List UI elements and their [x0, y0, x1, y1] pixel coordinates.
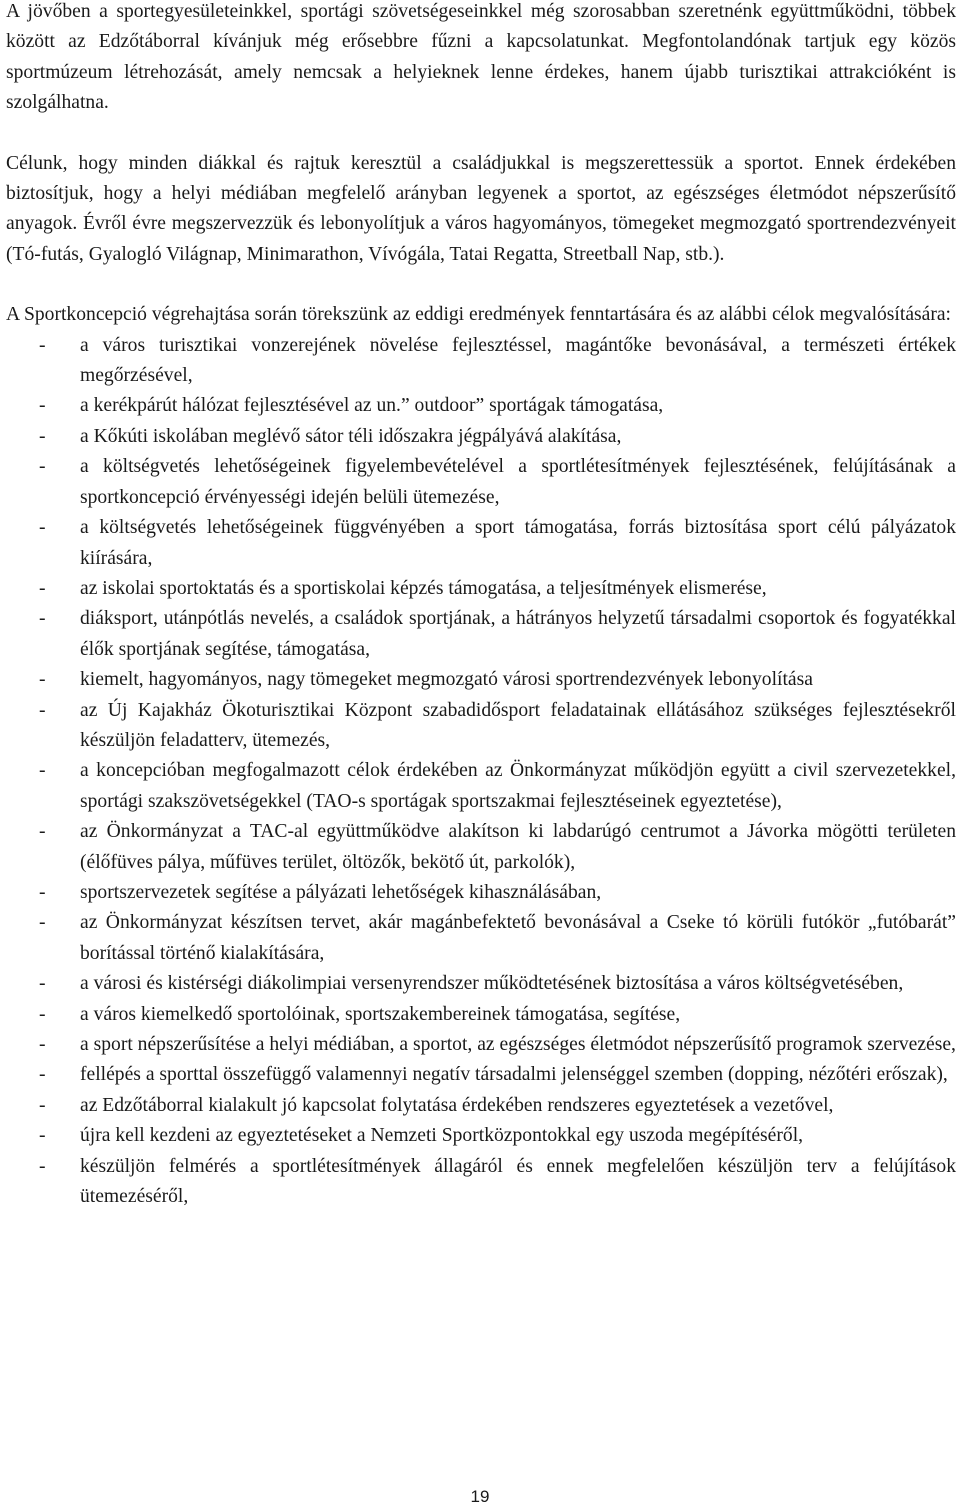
- list-item-text: a városi és kistérségi diákolimpiai versenyrendszer működtetésének biztosítása a város költségvetésében,: [80, 973, 904, 995]
- bullet-dash: -: [39, 425, 46, 447]
- list-item-text: az Önkormányzat a TAC-al együttműködve alakítson ki labdarúgó centrumot a Jávorka mögötti területen (élőfüves pálya, műfüves terület, öltözők, bekötő út, parkolók),: [80, 821, 956, 873]
- list-item: [6, 1030, 956, 1060]
- bullet-dash: -: [39, 1034, 46, 1055]
- list-item: [6, 604, 956, 665]
- bullet-dash: -: [39, 1094, 46, 1116]
- bullet-dash: -: [39, 760, 46, 782]
- list-item-text: a Kőkúti iskolában meglévő sátor téli időszakra jégpályává alakítása,: [80, 425, 622, 447]
- list-item-text: az Edzőtáborral kialakult jó kapcsolat folytatása érdekében rendszeres egyeztetések a vezetővel,: [80, 1094, 834, 1116]
- bullet-dash: -: [39, 912, 46, 934]
- list-item-text: a kerékpárút hálózat fejlesztésével az un.” outdoor” sportágak támogatása,: [80, 395, 664, 417]
- list-item: [6, 513, 956, 574]
- list-item: [6, 331, 956, 392]
- list-item-text: fellépés a sporttal összefüggő valamennyi negatív társadalmi jelenséggel szemben (dopping, nézőtéri erőszak),: [80, 1064, 948, 1086]
- bullet-dash: -: [39, 334, 46, 356]
- bullet-dash: -: [39, 395, 46, 417]
- goals-list: [6, 331, 956, 1213]
- bullet-dash: -: [39, 1155, 46, 1177]
- list-item: [6, 1091, 956, 1121]
- list-item-text: a sport népszerűsítése a helyi médiában, a sportot, az egészséges életmódot népszerűsítő programok szervezése,: [80, 1034, 956, 1055]
- bullet-dash: -: [39, 608, 46, 630]
- bullet-dash: -: [39, 456, 46, 478]
- list-item: [6, 1121, 956, 1151]
- list-item-text: kiemelt, hagyományos, nagy tömegeket megmozgató városi sportrendezvények lebonyolítása: [80, 669, 813, 691]
- list-item-text: az iskolai sportoktatás és a sportiskolai képzés támogatása, a teljesítmények elismerése,: [80, 577, 767, 599]
- list-item: [6, 665, 956, 695]
- document-body: [6, 0, 956, 1212]
- bullet-dash: -: [39, 973, 46, 995]
- list-item: [6, 574, 956, 604]
- paragraph-cooperation: A jövőben a sportegyesületeinkkel, sportági szövetségeseinkkel még szorosabban szeretnénk együttműködni, többek között az Edzőtáborral kívánjuk még erősebbre fűzni a kapcsolatunkat. Megfontolandónak tartjuk egy közös sportmúzeum létrehozását, amely nemcsak a helyieknek lenne érdekes, hanem újabb turisztikai attrakcióként is szolgálhatna.: [6, 1, 956, 114]
- bullet-dash: -: [39, 699, 46, 721]
- list-item-text: az Önkormányzat készítsen tervet, akár magánbefektető bevonásával a Cseke tó körüli futókör „futóbarát” borítással történő kialakítására,: [80, 912, 956, 964]
- list-item: [6, 969, 956, 999]
- list-item: [6, 696, 956, 757]
- list-item-text: a koncepcióban megfogalmazott célok érdekében az Önkormányzat működjön együtt a civil szervezetekkel, sportági szakszövetségekkel (TAO-s sportágak sportszakmai fejlesztéseinek egyeztetése),: [80, 760, 956, 812]
- list-item-text: a város turisztikai vonzerejének növelése fejlesztéssel, magántőke bevonásával, a természeti értékek megőrzésével,: [80, 334, 956, 387]
- bullet-dash: -: [39, 1003, 46, 1025]
- bullet-dash: -: [39, 821, 46, 843]
- bullet-dash: -: [39, 577, 46, 599]
- list-item: [6, 817, 956, 878]
- list-item: [6, 756, 956, 817]
- list-item: [6, 1152, 956, 1213]
- list-item-text: újra kell kezdeni az egyeztetéseket a Nemzeti Sportközpontokkal egy uszoda megépítéséről,: [80, 1125, 804, 1147]
- page-number: 19: [470, 1487, 490, 1506]
- list-item-text: sportszervezetek segítése a pályázati lehetőségek kihasználásában,: [80, 881, 602, 903]
- list-item: [6, 452, 956, 513]
- bullet-dash: -: [39, 1125, 46, 1147]
- paragraph-goals-students: Célunk, hogy minden diákkal és rajtuk keresztül a családjukkal is megszerettessük a sportot. Ennek érdekében biztosítjuk, hogy a helyi médiában megfelelő arányban legyenek a sportot, az egészséges életmódot népszerűsítő anyagok. Évről évre megszervezzük és lebonyolítjuk a város hagyományos, tömegeket megmozgató sportrendezvényeit (Tó-futás, Gyalogló Világnap, Minimarathon, Vívógála, Tatai Regatta, Streetball Nap, stb.).: [6, 152, 956, 265]
- list-item: [6, 391, 956, 421]
- list-item-text: az Új Kajakház Ökoturisztikai Központ szabadidősport feladatainak ellátásához szükséges fejlesztésekről készüljön feladatterv, ütemezés,: [80, 699, 956, 751]
- bullet-dash: -: [39, 1064, 46, 1086]
- list-item: [6, 1000, 956, 1030]
- list-item: [6, 878, 956, 908]
- list-item: [6, 908, 956, 969]
- list-item-text: készüljön felmérés a sportlétesítmények állagáról és ennek megfelelően készüljön terv a felújítások ütemezéséről,: [80, 1155, 956, 1208]
- list-item: [6, 1060, 956, 1090]
- bullet-dash: -: [39, 881, 46, 903]
- list-item-text: a költségvetés lehetőségeinek függvényében a sport támogatása, forrás biztosítása sport célú pályázatok kiírására,: [80, 517, 956, 569]
- list-item: [6, 422, 956, 452]
- bullet-dash: -: [39, 517, 46, 539]
- list-item-text: a város kiemelkedő sportolóinak, sportszakembereinek támogatása, segítése,: [80, 1003, 681, 1025]
- bullet-dash: -: [39, 669, 46, 691]
- list-item-text: a költségvetés lehetőségeinek figyelembevételével a sportlétesítmények fejlesztésének, felújításának a sportkoncepció érvényességi idején belüli ütemezése,: [80, 456, 956, 508]
- paragraph-concept-intro: A Sportkoncepció végrehajtása során törekszünk az eddigi eredmények fenntartására és az alábbi célok megvalósítására:: [6, 304, 952, 326]
- list-item-text: diáksport, utánpótlás nevelés, a családok sportjának, a hátrányos helyzetű társadalmi csoportok és fogyatékkal élők sportjának segítése, támogatása,: [80, 608, 956, 660]
